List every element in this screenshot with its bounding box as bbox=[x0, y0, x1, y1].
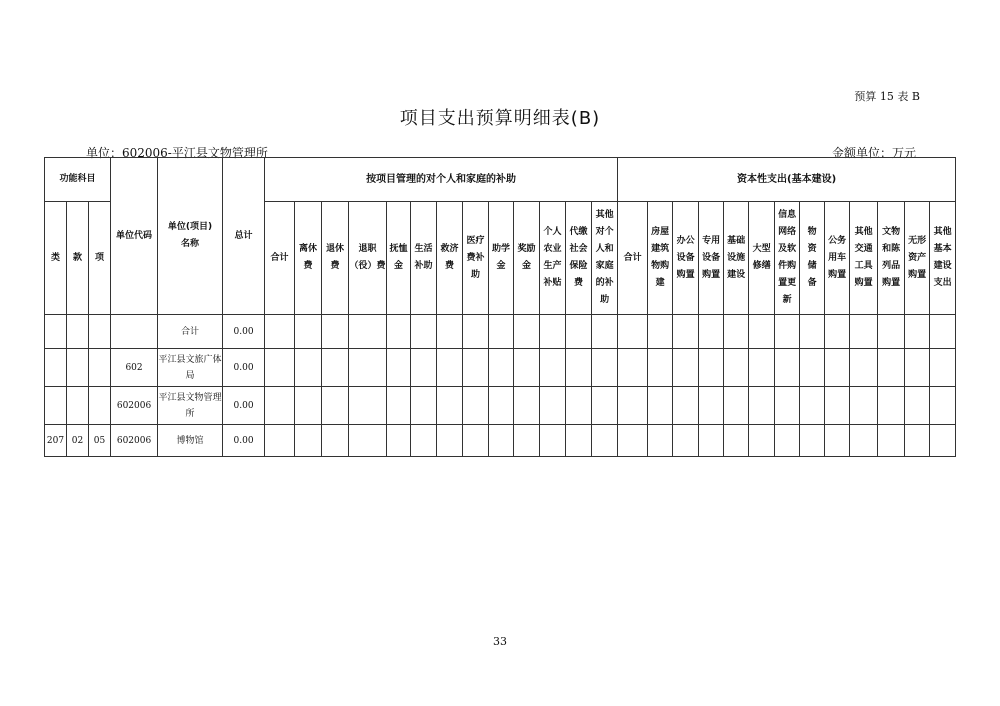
header-row-1 bbox=[45, 158, 956, 202]
empty-amount-cell bbox=[489, 387, 514, 425]
func-subject-header: 功能科目 bbox=[45, 158, 111, 202]
empty-amount-cell bbox=[800, 425, 825, 457]
empty-amount-cell bbox=[295, 315, 322, 349]
empty-amount-cell bbox=[673, 349, 699, 387]
empty-amount-cell bbox=[514, 387, 540, 425]
xiang-cell bbox=[89, 387, 111, 425]
empty-amount-cell bbox=[265, 387, 295, 425]
money-unit-label: 金额单位：万元 bbox=[831, 146, 916, 160]
unit-label: 单位：602006-平江县文物管理所 bbox=[86, 146, 268, 160]
empty-amount-cell bbox=[905, 315, 930, 349]
empty-amount-cell bbox=[850, 387, 878, 425]
section-a-col-4: 退职 （役）费 bbox=[349, 202, 387, 315]
empty-amount-cell bbox=[349, 425, 387, 457]
section-a-col-2: 离休 费 bbox=[295, 202, 322, 315]
unit-code-cell: 602006 bbox=[111, 425, 158, 457]
section-a-col-11: 个人 农业 生产 补贴 bbox=[540, 202, 566, 315]
section-a-col-10: 奖励 金 bbox=[514, 202, 540, 315]
empty-amount-cell bbox=[648, 425, 673, 457]
empty-amount-cell bbox=[749, 425, 775, 457]
empty-amount-cell bbox=[463, 425, 489, 457]
empty-amount-cell bbox=[322, 387, 349, 425]
empty-amount-cell bbox=[489, 425, 514, 457]
total-cell: 0.00 bbox=[223, 387, 265, 425]
empty-amount-cell bbox=[540, 425, 566, 457]
empty-amount-cell bbox=[699, 349, 724, 387]
section-b-header: 资本性支出(基本建设) bbox=[618, 158, 956, 202]
empty-amount-cell bbox=[566, 425, 592, 457]
empty-amount-cell bbox=[463, 387, 489, 425]
kuan-cell bbox=[67, 387, 89, 425]
section-a-col-1: 合计 bbox=[265, 202, 295, 315]
empty-amount-cell bbox=[724, 349, 749, 387]
xiang-header: 项 bbox=[89, 202, 111, 315]
empty-amount-cell bbox=[699, 315, 724, 349]
unit-name-cell: 博物馆 bbox=[158, 425, 223, 457]
empty-amount-cell bbox=[387, 349, 411, 387]
lei-cell bbox=[45, 315, 67, 349]
empty-amount-cell bbox=[850, 315, 878, 349]
empty-amount-cell bbox=[724, 425, 749, 457]
section-a-col-3: 退休 费 bbox=[322, 202, 349, 315]
empty-amount-cell bbox=[592, 387, 618, 425]
empty-amount-cell bbox=[489, 349, 514, 387]
empty-amount-cell bbox=[800, 387, 825, 425]
section-b-col-9: 公务 用车 购置 bbox=[825, 202, 850, 315]
empty-amount-cell bbox=[566, 387, 592, 425]
empty-amount-cell bbox=[387, 425, 411, 457]
section-b-col-6: 大型 修缮 bbox=[749, 202, 775, 315]
unit-name-cell: 平江县文旅广体局 bbox=[158, 349, 223, 387]
empty-amount-cell bbox=[850, 425, 878, 457]
xiang-cell bbox=[89, 315, 111, 349]
xiang-cell: 05 bbox=[89, 425, 111, 457]
empty-amount-cell bbox=[411, 425, 437, 457]
empty-amount-cell bbox=[514, 349, 540, 387]
page-number: 33 bbox=[493, 635, 507, 648]
empty-amount-cell bbox=[878, 425, 905, 457]
kuan-cell bbox=[67, 315, 89, 349]
empty-amount-cell bbox=[930, 387, 956, 425]
empty-amount-cell bbox=[775, 315, 800, 349]
section-a-col-12: 代缴 社会 保险 费 bbox=[566, 202, 592, 315]
empty-amount-cell bbox=[648, 349, 673, 387]
empty-amount-cell bbox=[618, 387, 648, 425]
empty-amount-cell bbox=[878, 349, 905, 387]
empty-amount-cell bbox=[295, 349, 322, 387]
section-a-col-7: 救济 费 bbox=[437, 202, 463, 315]
empty-amount-cell bbox=[489, 315, 514, 349]
empty-amount-cell bbox=[648, 387, 673, 425]
empty-amount-cell bbox=[592, 315, 618, 349]
empty-amount-cell bbox=[540, 387, 566, 425]
empty-amount-cell bbox=[265, 425, 295, 457]
section-a-col-9: 助学 金 bbox=[489, 202, 514, 315]
empty-amount-cell bbox=[437, 425, 463, 457]
empty-amount-cell bbox=[514, 315, 540, 349]
empty-amount-cell bbox=[724, 315, 749, 349]
kuan-cell: 02 bbox=[67, 425, 89, 457]
page-title: 项目支出预算明细表(B) bbox=[399, 108, 601, 129]
empty-amount-cell bbox=[566, 315, 592, 349]
empty-amount-cell bbox=[411, 349, 437, 387]
lei-cell: 207 bbox=[45, 425, 67, 457]
empty-amount-cell bbox=[825, 315, 850, 349]
empty-amount-cell bbox=[322, 315, 349, 349]
empty-amount-cell bbox=[905, 349, 930, 387]
section-a-col-6: 生活 补助 bbox=[411, 202, 437, 315]
unit-code-cell: 602006 bbox=[111, 387, 158, 425]
total-cell: 0.00 bbox=[223, 349, 265, 387]
empty-amount-cell bbox=[905, 425, 930, 457]
section-b-col-7: 信息 网络 及软 件购 置更 新 bbox=[775, 202, 800, 315]
xiang-cell bbox=[89, 349, 111, 387]
empty-amount-cell bbox=[566, 349, 592, 387]
section-b-col-12: 无形 资产 购置 bbox=[905, 202, 930, 315]
lei-header: 类 bbox=[45, 202, 67, 315]
budget-table bbox=[44, 157, 956, 457]
empty-amount-cell bbox=[411, 315, 437, 349]
empty-amount-cell bbox=[349, 387, 387, 425]
empty-amount-cell bbox=[749, 349, 775, 387]
empty-amount-cell bbox=[699, 387, 724, 425]
section-b-col-2: 房屋 建筑 物购 建 bbox=[648, 202, 673, 315]
empty-amount-cell bbox=[673, 315, 699, 349]
empty-amount-cell bbox=[775, 425, 800, 457]
empty-amount-cell bbox=[825, 387, 850, 425]
lei-cell bbox=[45, 387, 67, 425]
unit-name-header: 单位(项目) 名称 bbox=[158, 158, 223, 315]
empty-amount-cell bbox=[825, 425, 850, 457]
empty-amount-cell bbox=[618, 349, 648, 387]
kuan-header: 款 bbox=[67, 202, 89, 315]
empty-amount-cell bbox=[592, 425, 618, 457]
unit-code-header: 单位代码 bbox=[111, 158, 158, 315]
section-b-col-11: 文物 和陈 列品 购置 bbox=[878, 202, 905, 315]
empty-amount-cell bbox=[825, 349, 850, 387]
empty-amount-cell bbox=[437, 387, 463, 425]
empty-amount-cell bbox=[775, 387, 800, 425]
unit-name-cell: 合计 bbox=[158, 315, 223, 349]
table-row bbox=[45, 349, 956, 387]
empty-amount-cell bbox=[930, 315, 956, 349]
empty-amount-cell bbox=[724, 387, 749, 425]
section-b-col-1: 合计 bbox=[618, 202, 648, 315]
section-b-col-8: 物 资 储 备 bbox=[800, 202, 825, 315]
section-b-col-13: 其他 基本 建设 支出 bbox=[930, 202, 956, 315]
empty-amount-cell bbox=[463, 349, 489, 387]
empty-amount-cell bbox=[295, 387, 322, 425]
empty-amount-cell bbox=[265, 349, 295, 387]
section-a-col-5: 抚恤 金 bbox=[387, 202, 411, 315]
empty-amount-cell bbox=[930, 425, 956, 457]
empty-amount-cell bbox=[618, 425, 648, 457]
empty-amount-cell bbox=[592, 349, 618, 387]
kuan-cell bbox=[67, 349, 89, 387]
table-row bbox=[45, 387, 956, 425]
empty-amount-cell bbox=[349, 349, 387, 387]
section-a-col-13: 其他 对个 人和 家庭 的补 助 bbox=[592, 202, 618, 315]
section-a-header: 按项目管理的对个人和家庭的补助 bbox=[265, 158, 618, 202]
total-header: 总计 bbox=[223, 158, 265, 315]
empty-amount-cell bbox=[930, 349, 956, 387]
empty-amount-cell bbox=[295, 425, 322, 457]
empty-amount-cell bbox=[648, 315, 673, 349]
empty-amount-cell bbox=[673, 425, 699, 457]
total-cell: 0.00 bbox=[223, 315, 265, 349]
total-cell: 0.00 bbox=[223, 425, 265, 457]
empty-amount-cell bbox=[905, 387, 930, 425]
empty-amount-cell bbox=[463, 315, 489, 349]
empty-amount-cell bbox=[850, 349, 878, 387]
empty-amount-cell bbox=[749, 387, 775, 425]
section-b-col-4: 专用 设备 购置 bbox=[699, 202, 724, 315]
empty-amount-cell bbox=[800, 349, 825, 387]
empty-amount-cell bbox=[322, 349, 349, 387]
unit-code-cell bbox=[111, 315, 158, 349]
empty-amount-cell bbox=[387, 315, 411, 349]
form-number: 预算 15 表 B bbox=[854, 90, 920, 103]
empty-amount-cell bbox=[437, 349, 463, 387]
empty-amount-cell bbox=[618, 315, 648, 349]
empty-amount-cell bbox=[699, 425, 724, 457]
unit-name-cell: 平江县文物管理所 bbox=[158, 387, 223, 425]
unit-code-cell: 602 bbox=[111, 349, 158, 387]
empty-amount-cell bbox=[411, 387, 437, 425]
table-row bbox=[45, 315, 956, 349]
empty-amount-cell bbox=[878, 387, 905, 425]
empty-amount-cell bbox=[749, 315, 775, 349]
empty-amount-cell bbox=[514, 425, 540, 457]
empty-amount-cell bbox=[673, 387, 699, 425]
empty-amount-cell bbox=[800, 315, 825, 349]
empty-amount-cell bbox=[775, 349, 800, 387]
section-b-col-3: 办公 设备 购置 bbox=[673, 202, 699, 315]
empty-amount-cell bbox=[349, 315, 387, 349]
empty-amount-cell bbox=[437, 315, 463, 349]
table-row bbox=[45, 425, 956, 457]
empty-amount-cell bbox=[322, 425, 349, 457]
section-b-col-10: 其他 交通 工具 购置 bbox=[850, 202, 878, 315]
empty-amount-cell bbox=[387, 387, 411, 425]
empty-amount-cell bbox=[878, 315, 905, 349]
empty-amount-cell bbox=[265, 315, 295, 349]
lei-cell bbox=[45, 349, 67, 387]
section-b-col-5: 基础 设施 建设 bbox=[724, 202, 749, 315]
empty-amount-cell bbox=[540, 349, 566, 387]
section-a-col-8: 医疗 费补 助 bbox=[463, 202, 489, 315]
empty-amount-cell bbox=[540, 315, 566, 349]
